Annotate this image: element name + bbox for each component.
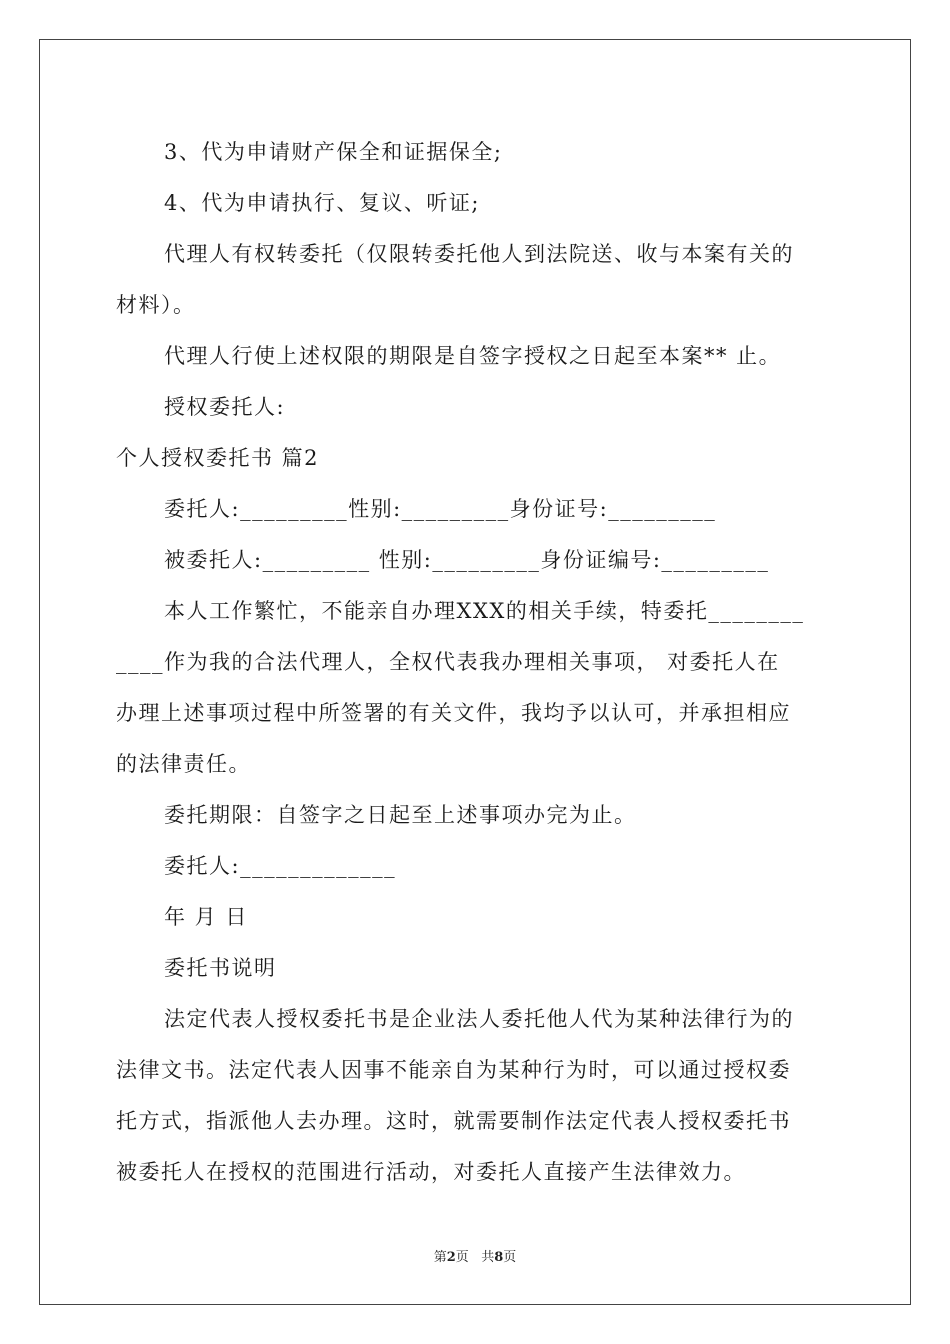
text-line: 委托人:_________性别:_________身份证号:_________ [164, 497, 717, 521]
text-line: 授权委托人: [164, 395, 286, 419]
text-line: 被委托人在授权的范围进行活动，对委托人直接产生法律效力。 [116, 1160, 746, 1184]
text-line: 法律文书。法定代表人因事不能亲自为某种行为时，可以通过授权委 [116, 1058, 791, 1082]
text-line: 被委托人:_________ 性别:_________身份证编号:_________ [164, 548, 770, 572]
text-line: 年 月 日 [164, 905, 248, 929]
page-footer [0, 1246, 950, 1265]
footer-total-prefix: 共 [481, 1250, 495, 1265]
footer-page-number: 2 [446, 1250, 456, 1265]
text-line: 代理人行使上述权限的期限是自签字授权之日起至本案** 止。 [164, 344, 782, 368]
text-line: 本人工作繁忙，不能亲自办理XXX的相关手续，特委托________ [164, 599, 805, 623]
text-line: 个人授权委托书 篇2 [116, 446, 320, 470]
text-line: 托方式，指派他人去办理。这时，就需要制作法定代表人授权委托书 [116, 1109, 791, 1133]
footer-page-prefix: 第 [433, 1250, 447, 1265]
footer-total-suffix: 页 [503, 1250, 517, 1265]
text-line: 3、代为申请财产保全和证据保全; [164, 140, 503, 164]
text-line: 委托期限：自签字之日起至上述事项办完为止。 [164, 803, 637, 827]
text-line: 法定代表人授权委托书是企业法人委托他人代为某种法律行为的 [164, 1007, 794, 1031]
text-line: 的法律责任。 [116, 752, 251, 776]
text-line: 委托人:_____________ [164, 854, 397, 878]
document-body [116, 127, 836, 1198]
footer-page-suffix: 页 [455, 1250, 469, 1265]
text-line: 委托书说明 [164, 956, 277, 980]
footer-total-number: 8 [494, 1250, 504, 1265]
text-line: 4、代为申请执行、复议、听证; [164, 191, 480, 215]
text-line: ____作为我的合法代理人，全权代表我办理相关事项， 对委托人在 [116, 650, 780, 674]
text-line: 材料）。 [116, 293, 196, 317]
text-line: 代理人有权转委托（仅限转委托他人到法院送、收与本案有关的 [164, 242, 794, 266]
text-line: 办理上述事项过程中所签署的有关文件，我均予以认可，并承担相应 [116, 701, 791, 725]
